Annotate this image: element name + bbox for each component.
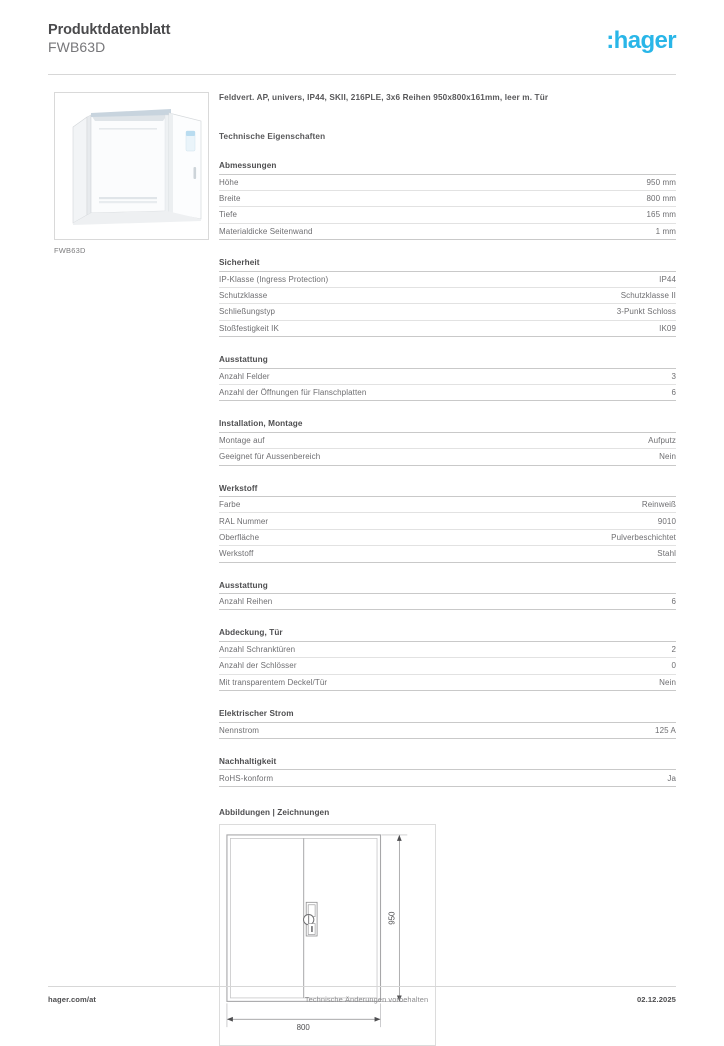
spec-value: Nein <box>659 452 676 462</box>
spec-label: Breite <box>219 194 241 204</box>
spec-value: Nein <box>659 677 676 687</box>
spec-label: Anzahl Felder <box>219 371 270 381</box>
spec-row <box>219 658 676 674</box>
spec-value: 3-Punkt Schloss <box>616 307 676 317</box>
spec-label: RAL Nummer <box>219 516 269 526</box>
spec-value: 165 mm <box>646 210 676 220</box>
hager-logo: :hager <box>606 27 676 54</box>
spec-row <box>219 449 676 465</box>
spec-row <box>219 224 676 240</box>
drawings-section-title: Abbildungen | Zeichnungen <box>219 807 330 817</box>
spec-group <box>219 628 676 691</box>
spec-label: Anzahl Reihen <box>219 597 273 607</box>
spec-group-title: Installation, Montage <box>219 419 676 433</box>
technical-properties-title: Technische Eigenschaften <box>219 132 326 141</box>
spec-row <box>219 385 676 401</box>
spec-row <box>219 433 676 449</box>
specifications-column <box>219 92 676 1046</box>
spec-label: Werkstoff <box>219 549 254 559</box>
product-image-box <box>54 92 209 240</box>
spec-value: 125 A <box>655 725 676 735</box>
spec-value: 9010 <box>657 516 676 526</box>
spec-group <box>219 355 676 401</box>
spec-label: Materialdicke Seitenwand <box>219 226 313 236</box>
spec-row <box>219 513 676 529</box>
footer-website[interactable]: hager.com/at <box>48 995 97 1004</box>
spec-value: Ja <box>667 773 676 783</box>
spec-value: Pulverbeschichtet <box>611 532 676 542</box>
spec-group <box>219 258 676 337</box>
spec-label: IP-Klasse (Ingress Protection) <box>219 274 329 284</box>
spec-label: RoHS-konform <box>219 773 274 783</box>
spec-value: 2 <box>671 645 676 655</box>
spec-group-title: Nachhaltigkeit <box>219 757 676 771</box>
spec-row <box>219 497 676 513</box>
spec-label: Tiefe <box>219 210 237 220</box>
spec-row <box>219 723 676 739</box>
spec-row <box>219 207 676 223</box>
spec-group-title: Sicherheit <box>219 258 676 272</box>
spec-group <box>219 757 676 787</box>
product-photo <box>55 93 209 240</box>
spec-value: Schutzklasse II <box>620 291 676 301</box>
spec-group <box>219 709 676 739</box>
page-title: Produktdatenblatt <box>48 22 171 38</box>
spec-row <box>219 288 676 304</box>
spec-label: Anzahl der Schlösser <box>219 661 297 671</box>
product-description: Feldvert. AP, univers, IP44, SKII, 216PLE, 3x6 Reihen 950x800x161mm, leer m. Tür <box>219 93 549 102</box>
spec-group-title: Elektrischer Strom <box>219 709 676 723</box>
footer-divider <box>48 986 676 987</box>
spec-value: IP44 <box>659 274 676 284</box>
spec-label: Montage auf <box>219 435 265 445</box>
spec-label: Nennstrom <box>219 725 260 735</box>
spec-label: Schließungstyp <box>219 307 276 317</box>
spec-value: 800 mm <box>646 194 676 204</box>
spec-group-title: Ausstattung <box>219 355 676 369</box>
spec-row <box>219 642 676 658</box>
spec-row <box>219 770 676 786</box>
spec-row <box>219 272 676 288</box>
spec-label: Schutzklasse <box>219 291 268 301</box>
spec-label: Höhe <box>219 177 239 187</box>
spec-label: Anzahl der Öffnungen für Flanschplatten <box>219 388 367 398</box>
spec-label: Geeignet für Aussenbereich <box>219 452 321 462</box>
spec-value: 3 <box>671 371 676 381</box>
page-header <box>48 22 676 70</box>
product-code-subtitle: FWB63D <box>48 39 106 55</box>
spec-row <box>219 546 676 562</box>
spec-label: Farbe <box>219 500 241 510</box>
spec-label: Anzahl Schranktüren <box>219 645 296 655</box>
spec-row <box>219 175 676 191</box>
product-image-caption: FWB63D <box>54 246 86 255</box>
drawing-width-label: 800 <box>296 1022 310 1032</box>
spec-label: Oberfläche <box>219 532 260 542</box>
spec-value: 0 <box>671 661 676 671</box>
drawing-height-label: 950 <box>387 911 397 925</box>
spec-groups-container <box>219 161 676 787</box>
spec-row <box>219 191 676 207</box>
spec-value: 1 mm <box>655 226 676 236</box>
spec-group <box>219 161 676 240</box>
spec-value: 950 mm <box>646 177 676 187</box>
spec-group <box>219 484 676 563</box>
spec-group-title: Abdeckung, Tür <box>219 628 676 642</box>
page-footer <box>48 995 676 1004</box>
spec-group <box>219 419 676 465</box>
spec-value: Stahl <box>657 549 676 559</box>
spec-value: 6 <box>671 388 676 398</box>
spec-value: Aufputz <box>648 435 676 445</box>
spec-row <box>219 369 676 385</box>
spec-value: 6 <box>671 597 676 607</box>
spec-value: IK09 <box>659 323 676 333</box>
header-divider <box>48 74 676 75</box>
spec-row <box>219 321 676 337</box>
spec-group-title: Abmessungen <box>219 161 676 175</box>
spec-group-title: Werkstoff <box>219 484 676 498</box>
spec-row <box>219 594 676 610</box>
cabinet-technical-drawing <box>220 825 435 1045</box>
spec-label: Stoßfestigkeit IK <box>219 323 279 333</box>
spec-row <box>219 675 676 691</box>
spec-value: Reinweiß <box>641 500 676 510</box>
technical-drawing-frame <box>219 824 436 1046</box>
spec-group <box>219 581 676 611</box>
footer-disclaimer: Technische Änderungen vorbehalten <box>304 995 429 1004</box>
spec-group-title: Ausstattung <box>219 581 676 595</box>
spec-label: Mit transparentem Deckel/Tür <box>219 677 328 687</box>
spec-row <box>219 304 676 320</box>
spec-row <box>219 530 676 546</box>
footer-date: 02.12.2025 <box>636 995 676 1004</box>
